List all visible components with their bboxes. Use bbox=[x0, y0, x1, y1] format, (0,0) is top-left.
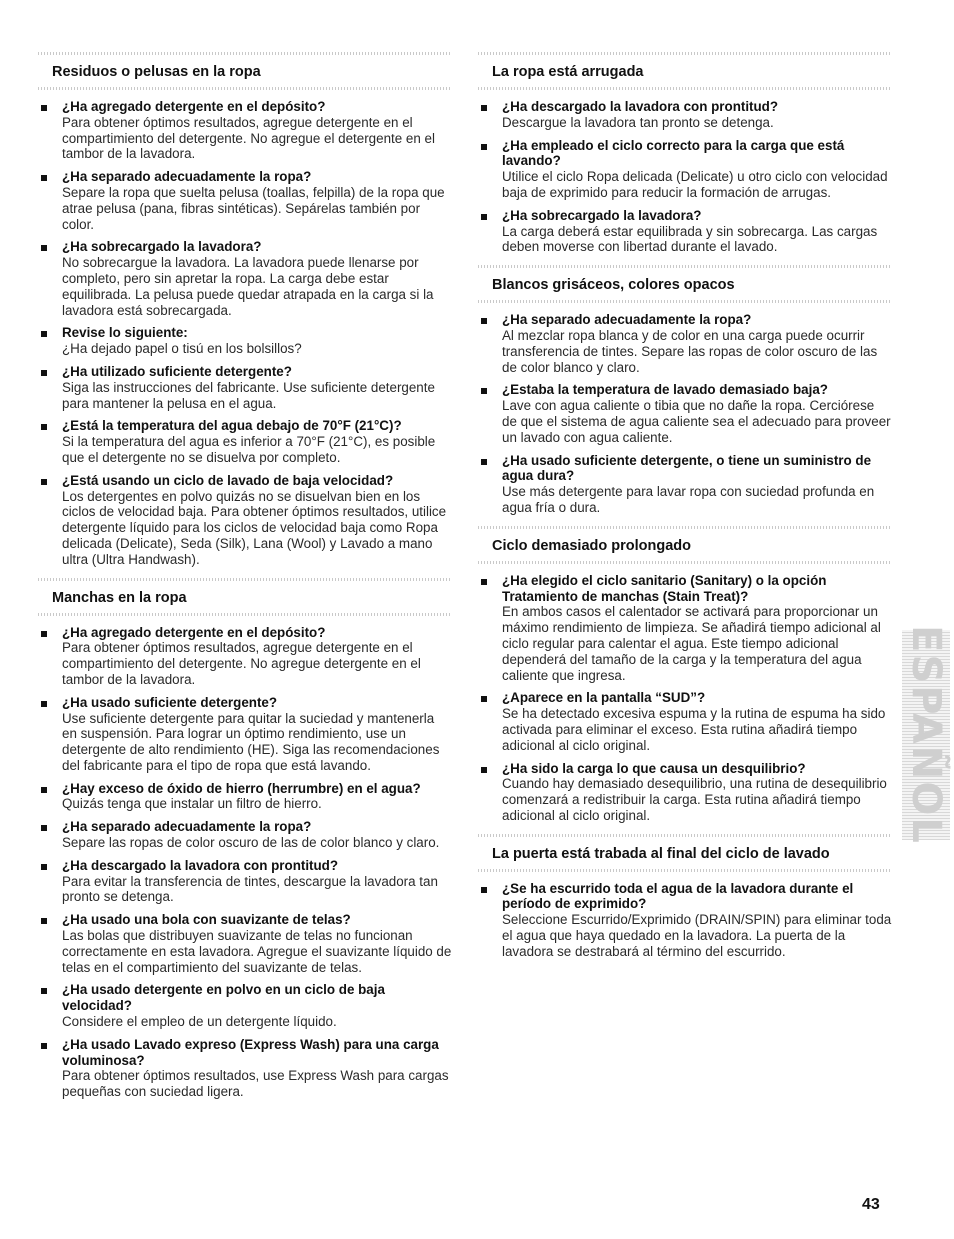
question-text: ¿Ha usado una bola con suavizante de telas? bbox=[62, 912, 351, 928]
answer-text: Para obtener óptimos resultados, use Express Wash para cargas pequeñas con suciedad ligera. bbox=[62, 1068, 449, 1100]
troubleshooting-section bbox=[478, 52, 892, 255]
square-bullet-icon bbox=[41, 245, 47, 251]
question-text: ¿Ha agregado detergente en el depósito? bbox=[62, 99, 326, 114]
language-tab-label: ESPAÑOL bbox=[903, 625, 949, 845]
section-title: Residuos o pelusas en la ropa bbox=[52, 64, 261, 80]
question-text: ¿Ha elegido el ciclo sanitario (Sanitary) o la opción Tratamiento de manchas (Stain Treat)? bbox=[502, 572, 827, 604]
question-text: ¿Ha sobrecargado la lavadora? bbox=[62, 239, 262, 255]
square-bullet-icon bbox=[41, 479, 47, 485]
question-item bbox=[38, 1037, 452, 1100]
answer-text: Se ha detectado excesiva espuma y la rutina de espuma ha sido activada para eliminar el exceso. Esta rutina añadirá tiempo adicional al ciclo original. bbox=[502, 706, 886, 753]
square-bullet-icon bbox=[481, 579, 487, 585]
troubleshooting-section bbox=[38, 578, 452, 1101]
answer-text: Cuando hay demasiado desequilibrio, una rutina de desequilibrio comenzará a redistribuir la carga. Esta rutina añadirá tiempo adicional al ciclo original. bbox=[502, 776, 887, 823]
square-bullet-icon bbox=[41, 175, 47, 181]
question-item bbox=[478, 761, 892, 824]
answer-text: Para obtener óptimos resultados, agregue detergente en el compartimiento del detergente. No agregue detergente en el tambor de la lavadora. bbox=[62, 640, 421, 687]
square-bullet-icon bbox=[481, 696, 487, 702]
question-text: ¿Ha agregado detergente en el depósito? bbox=[62, 624, 326, 640]
section-title: Blancos grisáceos, colores opacos bbox=[492, 277, 735, 294]
square-bullet-icon bbox=[41, 787, 47, 793]
question-item bbox=[478, 208, 892, 255]
question-item bbox=[38, 169, 452, 232]
question-item bbox=[38, 473, 452, 568]
question-text: ¿Aparece en la pantalla “SUD”? bbox=[502, 690, 706, 706]
question-item bbox=[38, 364, 452, 411]
question-item bbox=[478, 573, 892, 684]
square-bullet-icon bbox=[481, 214, 487, 220]
square-bullet-icon bbox=[41, 1043, 47, 1049]
square-bullet-icon bbox=[41, 331, 47, 337]
question-text: ¿Ha usado detergente en polvo en un ciclo de baja velocidad? bbox=[62, 982, 385, 1014]
answer-text: Siga las instrucciones del fabricante. Use suficiente detergente para mantener la pelusa en el agua. bbox=[62, 379, 435, 411]
question-item bbox=[38, 781, 452, 813]
page-number: 43 bbox=[862, 1196, 880, 1213]
answer-text: ¿Ha dejado papel o tisú en los bolsillos? bbox=[62, 341, 302, 357]
square-bullet-icon bbox=[481, 388, 487, 394]
section-header bbox=[38, 578, 452, 616]
question-item bbox=[478, 312, 892, 375]
section-header bbox=[38, 52, 452, 90]
question-text: ¿Estaba la temperatura de lavado demasiado baja? bbox=[502, 382, 828, 398]
square-bullet-icon bbox=[481, 767, 487, 773]
answer-text: En ambos casos el calentador se activará para proporcionar un máximo rendimiento de limpieza. Se añadirá tiempo adicional al ciclo regular para calentar el agua. Este tiempo adicional dependerá del tamaño de la carga y la temperatura del agua caliente que ingresa. bbox=[502, 604, 881, 683]
troubleshooting-section bbox=[478, 834, 892, 960]
square-bullet-icon bbox=[41, 631, 47, 637]
question-item bbox=[478, 382, 892, 445]
question-item bbox=[38, 982, 452, 1029]
square-bullet-icon bbox=[41, 701, 47, 707]
question-item bbox=[38, 325, 452, 357]
section-title: Manchas en la ropa bbox=[52, 589, 187, 606]
question-text: ¿Se ha escurrido toda el agua de la lavadora durante el período de exprimido? bbox=[502, 880, 854, 912]
square-bullet-icon bbox=[41, 825, 47, 831]
answer-text: Utilice el ciclo Ropa delicada (Delicate) u otro ciclo con velocidad baja de exprimido para reducir la formación de arrugas. bbox=[502, 169, 888, 200]
question-item bbox=[38, 239, 452, 318]
answer-text: Separe las ropas de color oscuro de las de color blanco y claro. bbox=[62, 835, 440, 851]
square-bullet-icon bbox=[481, 144, 487, 150]
answer-text: Lave con agua caliente o tibia que no dañe la ropa. Cerciórese de que el sistema de agua caliente sea el adecuado para proveer un lavado con agua caliente. bbox=[502, 398, 891, 445]
question-text: ¿Hay exceso de óxido de hierro (herrumbre) en el agua? bbox=[62, 780, 421, 796]
language-side-tab bbox=[902, 625, 950, 845]
left-column bbox=[38, 52, 452, 1110]
question-text: ¿Ha sobrecargado la lavadora? bbox=[502, 207, 702, 223]
section-title: Ciclo demasiado prolongado bbox=[492, 537, 691, 554]
square-bullet-icon bbox=[481, 105, 487, 111]
answer-text: Use más detergente para lavar ropa con suciedad profunda en agua fría o dura. bbox=[502, 484, 875, 515]
question-text: ¿Ha descargado la lavadora con prontitud? bbox=[502, 99, 779, 114]
question-item bbox=[478, 138, 892, 201]
answer-text: Para evitar la transferencia de tintes, descargue la lavadora tan pronto se detenga. bbox=[62, 873, 438, 905]
answer-text: Al mezclar ropa blanca y de color en una carga puede ocurrir transferencia de tintes. Separe las ropas de color oscuro de las de color blanco y claro. bbox=[502, 327, 878, 375]
question-text: Revise lo siguiente: bbox=[62, 325, 188, 341]
square-bullet-icon bbox=[41, 918, 47, 924]
question-item bbox=[38, 418, 452, 465]
question-text: ¿Ha usado suficiente detergente, o tiene un suministro de agua dura? bbox=[502, 452, 872, 484]
question-item bbox=[478, 690, 892, 753]
answer-text: Para obtener óptimos resultados, agregue detergente en el compartimiento del detergente. No agregue el detergente en el tambor de la lavadora. bbox=[62, 114, 435, 162]
question-item bbox=[478, 99, 892, 131]
question-item bbox=[38, 858, 452, 905]
question-item bbox=[38, 912, 452, 975]
question-text: ¿Ha utilizado suficiente detergente? bbox=[62, 363, 292, 379]
answer-text: Seleccione Escurrido/Exprimido (DRAIN/SPIN) para eliminar toda el agua que haya quedado en la lavadora. La puerta de la lavadora se destrabará al término del escurrido. bbox=[502, 912, 892, 959]
answer-text: Separe la ropa que suelta pelusa (toallas, felpilla) de la ropa que atrae pelusa (pana, fibras sintéticas). Sepárelas también por color. bbox=[62, 184, 445, 232]
troubleshooting-section bbox=[478, 265, 892, 516]
question-item bbox=[38, 625, 452, 688]
question-item bbox=[478, 881, 892, 960]
section-header bbox=[478, 265, 892, 303]
answer-text: Use suficiente detergente para quitar la suciedad y mantenerla en suspensión. Para lograr un óptimo rendimiento, use un detergente de alto rendimiento (HE). Siga las recomendaciones del fabricante para el tipo de ropa que está lavando. bbox=[62, 710, 440, 773]
answer-text: No sobrecargue la lavadora. La lavadora puede llenarse por completo, pero sin apretar la ropa. La carga debe estar equilibrada. La pelusa puede quedar atrapada en la carga si la lavadora está sobrecargada. bbox=[62, 255, 434, 318]
answer-text: Considere el empleo de un detergente líquido. bbox=[62, 1014, 337, 1030]
section-header bbox=[478, 52, 892, 90]
answer-text: Los detergentes en polvo quizás no se disuelvan bien en los ciclos de velocidad baja. Para obtener óptimos resultados, utilice detergente líquido para los ciclos de velocidad baja como Ropa delicada (Delicate), Seda (Silk), Lana (Wool) y Lavado a mano ultra (Ultra Handwash). bbox=[62, 488, 447, 567]
section-title: La ropa está arrugada bbox=[492, 64, 644, 80]
question-text: ¿Ha descargado la lavadora con prontitud? bbox=[62, 857, 339, 873]
question-text: ¿Está la temperatura del agua debajo de 70°F (21°C)? bbox=[62, 418, 402, 434]
square-bullet-icon bbox=[481, 887, 487, 893]
troubleshooting-section bbox=[478, 526, 892, 824]
square-bullet-icon bbox=[41, 988, 47, 994]
right-column bbox=[478, 52, 892, 970]
section-header bbox=[478, 526, 892, 564]
square-bullet-icon bbox=[481, 318, 487, 324]
question-text: ¿Ha empleado el ciclo correcto para la carga que está lavando? bbox=[502, 137, 845, 169]
square-bullet-icon bbox=[481, 459, 487, 465]
square-bullet-icon bbox=[41, 424, 47, 430]
troubleshooting-section bbox=[38, 52, 452, 568]
square-bullet-icon bbox=[41, 105, 47, 111]
question-text: ¿Está usando un ciclo de lavado de baja velocidad? bbox=[62, 472, 394, 488]
question-item bbox=[478, 453, 892, 516]
question-text: ¿Ha separado adecuadamente la ropa? bbox=[502, 312, 752, 328]
question-text: ¿Ha usado Lavado expreso (Express Wash) para una carga voluminosa? bbox=[62, 1036, 439, 1068]
square-bullet-icon bbox=[41, 864, 47, 870]
answer-text: Las bolas que distribuyen suavizante de telas no funcionan correctamente en esta lavadora. Agregue el suavizante líquido de telas en el compartimiento del suavizante de telas. bbox=[62, 928, 452, 975]
answer-text: Quizás tenga que instalar un filtro de hierro. bbox=[62, 796, 322, 812]
answer-text: Si la temperatura del agua es inferior a 70°F (21°C), es posible que el detergente no se disuelva por completo. bbox=[62, 434, 436, 465]
answer-text: Descargue la lavadora tan pronto se detenga. bbox=[502, 114, 774, 130]
section-header bbox=[478, 834, 892, 872]
answer-text: La carga deberá estar equilibrada y sin sobrecarga. Las cargas deben moverse con libertad durante el lavado. bbox=[502, 223, 878, 255]
square-bullet-icon bbox=[41, 370, 47, 376]
question-text: ¿Ha usado suficiente detergente? bbox=[62, 694, 278, 710]
question-item bbox=[38, 99, 452, 162]
question-item bbox=[38, 819, 452, 851]
question-item bbox=[38, 695, 452, 774]
section-title: La puerta está trabada al final del ciclo de lavado bbox=[492, 845, 830, 862]
question-text: ¿Ha separado adecuadamente la ropa? bbox=[62, 819, 312, 835]
question-text: ¿Ha sido la carga lo que causa un desquilibrio? bbox=[502, 760, 806, 776]
question-text: ¿Ha separado adecuadamente la ropa? bbox=[62, 169, 312, 185]
